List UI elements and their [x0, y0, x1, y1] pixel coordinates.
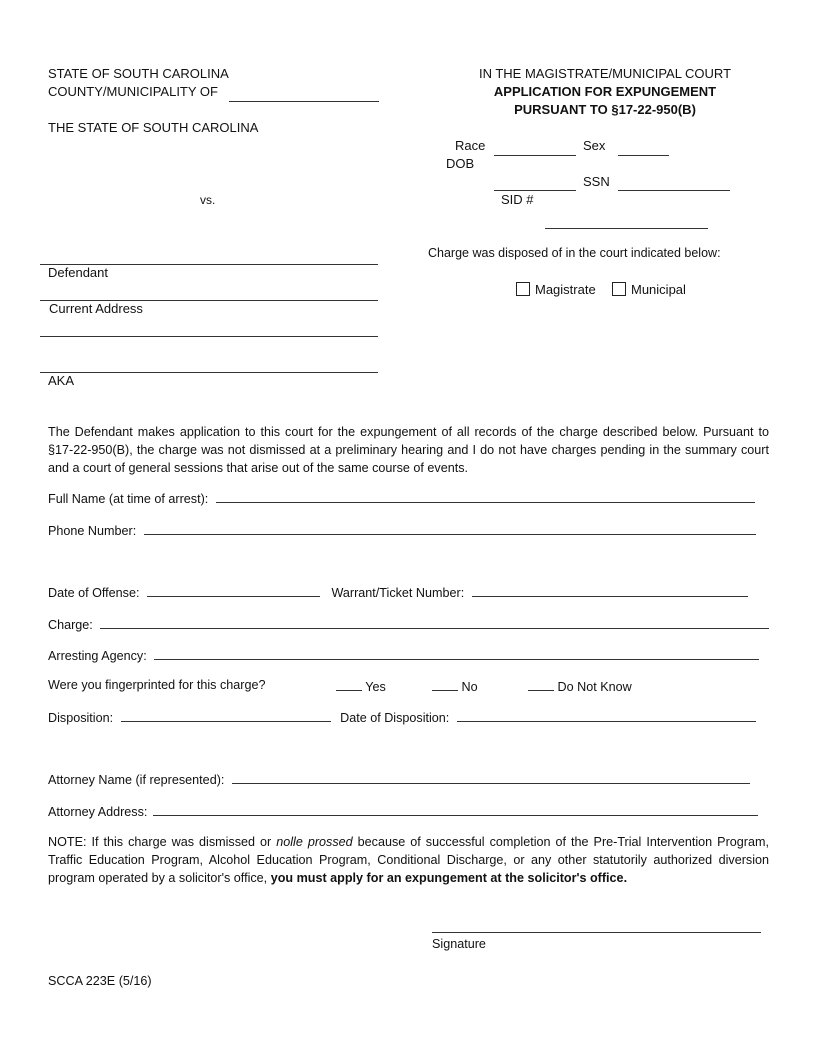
disposition-label: Disposition:	[48, 711, 114, 725]
attorney-name-label: Attorney Name (if represented):	[48, 773, 225, 787]
no-field[interactable]	[432, 678, 458, 691]
charge-label: Charge:	[48, 618, 93, 632]
magistrate-checkbox[interactable]	[516, 282, 530, 296]
yes-label: Yes	[365, 680, 386, 694]
county-label: COUNTY/MUNICIPALITY OF	[48, 84, 218, 99]
attorney-name-row	[48, 771, 750, 787]
dob-label: DOB	[446, 156, 475, 171]
intro-paragraph: The Defendant makes application to this court for the expungement of all records of the charge described below. Pursuant to §17-22-950(B), the charge was not dismissed at a preliminary hearing and I do not have charges pending in the summary court and a court of general sessions that arise out of the same course of events.	[48, 425, 769, 475]
offense-row	[48, 584, 748, 600]
agency-row	[48, 647, 759, 663]
agency-field[interactable]	[154, 647, 759, 660]
note-bold-text: you must apply for an expungement at the solicitor's office.	[270, 871, 628, 885]
form-title: APPLICATION FOR EXPUNGEMENT	[493, 84, 717, 99]
magistrate-option[interactable]	[516, 282, 596, 297]
sid-label: SID #	[501, 192, 534, 207]
disposition-field[interactable]	[121, 709, 331, 722]
fingerprint-question: Were you fingerprinted for this charge?	[48, 678, 266, 692]
aka-label: AKA	[48, 373, 75, 388]
disposition-row	[48, 709, 756, 725]
ssn-field[interactable]	[618, 190, 730, 191]
form-subtitle: PURSUANT TO §17-22-950(B)	[514, 102, 696, 117]
ssn-label: SSN	[583, 174, 610, 189]
note-paragraph	[48, 833, 769, 887]
phone-field[interactable]	[144, 522, 756, 535]
note-italic-text: nolle prossed	[276, 835, 353, 849]
defendant-label: Defendant	[48, 265, 108, 280]
full-name-field[interactable]	[216, 490, 755, 503]
yes-field[interactable]	[336, 678, 362, 691]
municipal-option[interactable]	[612, 282, 686, 297]
address-field-2[interactable]	[40, 336, 378, 337]
sex-field[interactable]	[618, 155, 669, 156]
dont-know-option[interactable]	[528, 678, 632, 694]
phone-label: Phone Number:	[48, 524, 137, 538]
charge-row	[48, 616, 769, 632]
full-name-label: Full Name (at time of arrest):	[48, 492, 209, 506]
plaintiff-label: THE STATE OF SOUTH CAROLINA	[48, 120, 259, 135]
attorney-address-row	[48, 803, 758, 819]
agency-label: Arresting Agency:	[48, 649, 147, 663]
note-text-2: because of successful completion of the Pre-Trial Intervention Program, Traffic Education Program, Alcohol Education Program, Conditional Discharge, or any other statutorily authorized diversion program operated by a solicitor's office,	[48, 835, 769, 885]
warrant-label: Warrant/Ticket Number:	[331, 586, 465, 600]
note-text-1: NOTE: If this charge was dismissed or	[48, 835, 277, 849]
municipal-checkbox[interactable]	[612, 282, 626, 296]
sex-label: Sex	[583, 138, 606, 153]
sid-field[interactable]	[545, 228, 708, 229]
no-option[interactable]	[432, 678, 478, 694]
yes-option[interactable]	[336, 678, 386, 694]
dob-field[interactable]	[494, 190, 576, 191]
date-offense-label: Date of Offense:	[48, 586, 140, 600]
dont-know-field[interactable]	[528, 678, 554, 691]
no-label: No	[461, 680, 478, 694]
warrant-field[interactable]	[472, 584, 748, 597]
form-number: SCCA 223E (5/16)	[48, 974, 152, 988]
charge-field[interactable]	[100, 616, 769, 629]
race-field[interactable]	[494, 155, 576, 156]
full-name-row	[48, 490, 755, 506]
signature-field[interactable]	[432, 932, 761, 933]
dont-know-label: Do Not Know	[557, 680, 632, 694]
county-field[interactable]	[229, 101, 379, 102]
court-label: IN THE MAGISTRATE/MUNICIPAL COURT	[478, 66, 732, 81]
address-label: Current Address	[49, 301, 143, 316]
disposed-text: Charge was disposed of in the court indicated below:	[428, 246, 721, 260]
fingerprint-row	[48, 678, 778, 694]
date-disposition-label: Date of Disposition:	[340, 711, 450, 725]
state-label: STATE OF SOUTH CAROLINA	[48, 66, 229, 81]
versus-label: vs.	[200, 193, 216, 207]
attorney-name-field[interactable]	[232, 771, 750, 784]
date-offense-field[interactable]	[147, 584, 320, 597]
attorney-address-field[interactable]	[153, 803, 758, 816]
aka-field[interactable]	[40, 372, 378, 373]
date-disposition-field[interactable]	[457, 709, 756, 722]
phone-row	[48, 522, 756, 538]
signature-label: Signature	[432, 937, 486, 951]
race-label: Race	[455, 138, 486, 153]
municipal-label: Municipal	[631, 282, 686, 297]
magistrate-label: Magistrate	[535, 282, 596, 297]
attorney-address-label: Attorney Address:	[48, 805, 148, 819]
